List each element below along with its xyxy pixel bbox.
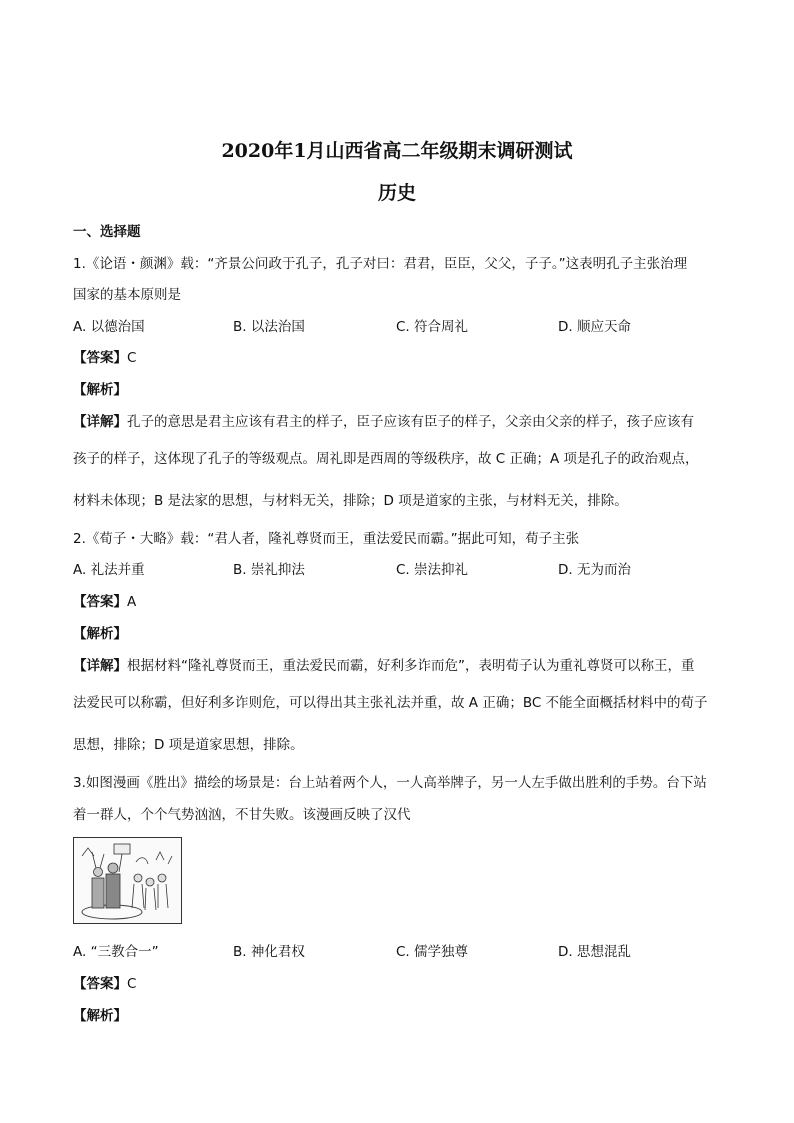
q1-option-c: C. 符合周礼 xyxy=(396,319,469,335)
q1-detail-line-1 xyxy=(73,410,694,430)
detail-tag: 【详解】 xyxy=(73,414,127,430)
q3-option-b: B. 神化君权 xyxy=(233,944,305,960)
q1-stem-line-2: 国家的基本原则是 xyxy=(73,287,181,303)
q2-detail-line-2: 法爱民可以称霸，但好利多诈则危，可以得出其主张礼法并重，故 A 正确；BC 不能全面概括材料中的荀子 xyxy=(73,695,708,711)
exam-title: 2020年1月山西省高二年级期末调研测试 xyxy=(221,140,573,162)
q2-option-c: C. 崇法抑礼 xyxy=(396,562,469,578)
q2-option-a: A. 礼法并重 xyxy=(73,562,145,578)
answer-tag: 【答案】 xyxy=(73,976,127,992)
q3-option-a: A. “三教合一” xyxy=(73,944,159,960)
section-heading: 一、选择题 xyxy=(73,224,141,240)
q3-option-c: C. 儒学独尊 xyxy=(396,944,469,960)
answer-value: C xyxy=(127,976,137,992)
q2-detail-line-1 xyxy=(73,654,695,674)
q1-detail-line-3: 材料未体现；B 是法家的思想，与材料无关，排除；D 项是道家的主张，与材料无关，排除。 xyxy=(73,493,628,509)
q2-analysis-tag: 【解析】 xyxy=(73,626,127,642)
q2-option-d: D. 无为而治 xyxy=(558,562,631,578)
q1-option-b: B. 以法治国 xyxy=(233,319,305,335)
q2-stem-line-1: 2.《荀子・大略》载：“君人者，隆礼尊贤而王，重法爱民而霸。”据此可知，荀子主张 xyxy=(73,531,580,547)
q1-answer xyxy=(73,346,136,366)
answer-value: A xyxy=(127,594,137,610)
q1-detail-line-2: 孩子的样子，这体现了孔子的等级观点。周礼即是西周的等级秩序，故 C 正确；A 项是孔子的政治观点， xyxy=(73,451,699,467)
q1-stem-line-1: 1.《论语・颜渊》载：“齐景公问政于孔子，孔子对曰：君君，臣臣，父父，子子。”这表明孔子主张治理 xyxy=(73,256,688,272)
q3-analysis-tag: 【解析】 xyxy=(73,1008,127,1024)
q2-option-b: B. 崇礼抑法 xyxy=(233,562,305,578)
q2-answer xyxy=(73,590,136,610)
detail-tag: 【详解】 xyxy=(73,658,127,674)
subject-title: 历史 xyxy=(377,182,416,204)
q2-detail-line-3: 思想，排除；D 项是道家思想，排除。 xyxy=(73,737,304,753)
detail-text: 根据材料“隆礼尊贤而王，重法爱民而霸，好利多诈而危”，表明荀子认为重礼尊贤可以称王，重 xyxy=(127,658,695,674)
q3-stem-line-1: 3.如图漫画《胜出》描绘的场景是：台上站着两个人，一人高举牌子，另一人左手做出胜利的手势。台下站 xyxy=(73,775,707,791)
q1-option-d: D. 顺应天命 xyxy=(558,319,631,335)
q3-answer xyxy=(73,972,136,992)
answer-tag: 【答案】 xyxy=(73,350,127,366)
cartoon-image xyxy=(73,837,182,924)
answer-tag: 【答案】 xyxy=(73,594,127,610)
cartoon-drawing xyxy=(74,838,181,923)
q3-option-d: D. 思想混乱 xyxy=(558,944,631,960)
detail-text: 孔子的意思是君主应该有君主的样子，臣子应该有臣子的样子，父亲由父亲的样子，孩子应该有 xyxy=(127,414,694,430)
q1-analysis-tag: 【解析】 xyxy=(73,382,127,398)
q1-option-a: A. 以德治国 xyxy=(73,319,145,335)
answer-value: C xyxy=(127,350,137,366)
q3-stem-line-2: 着一群人，个个气势汹汹，不甘失败。该漫画反映了汉代 xyxy=(73,807,411,823)
